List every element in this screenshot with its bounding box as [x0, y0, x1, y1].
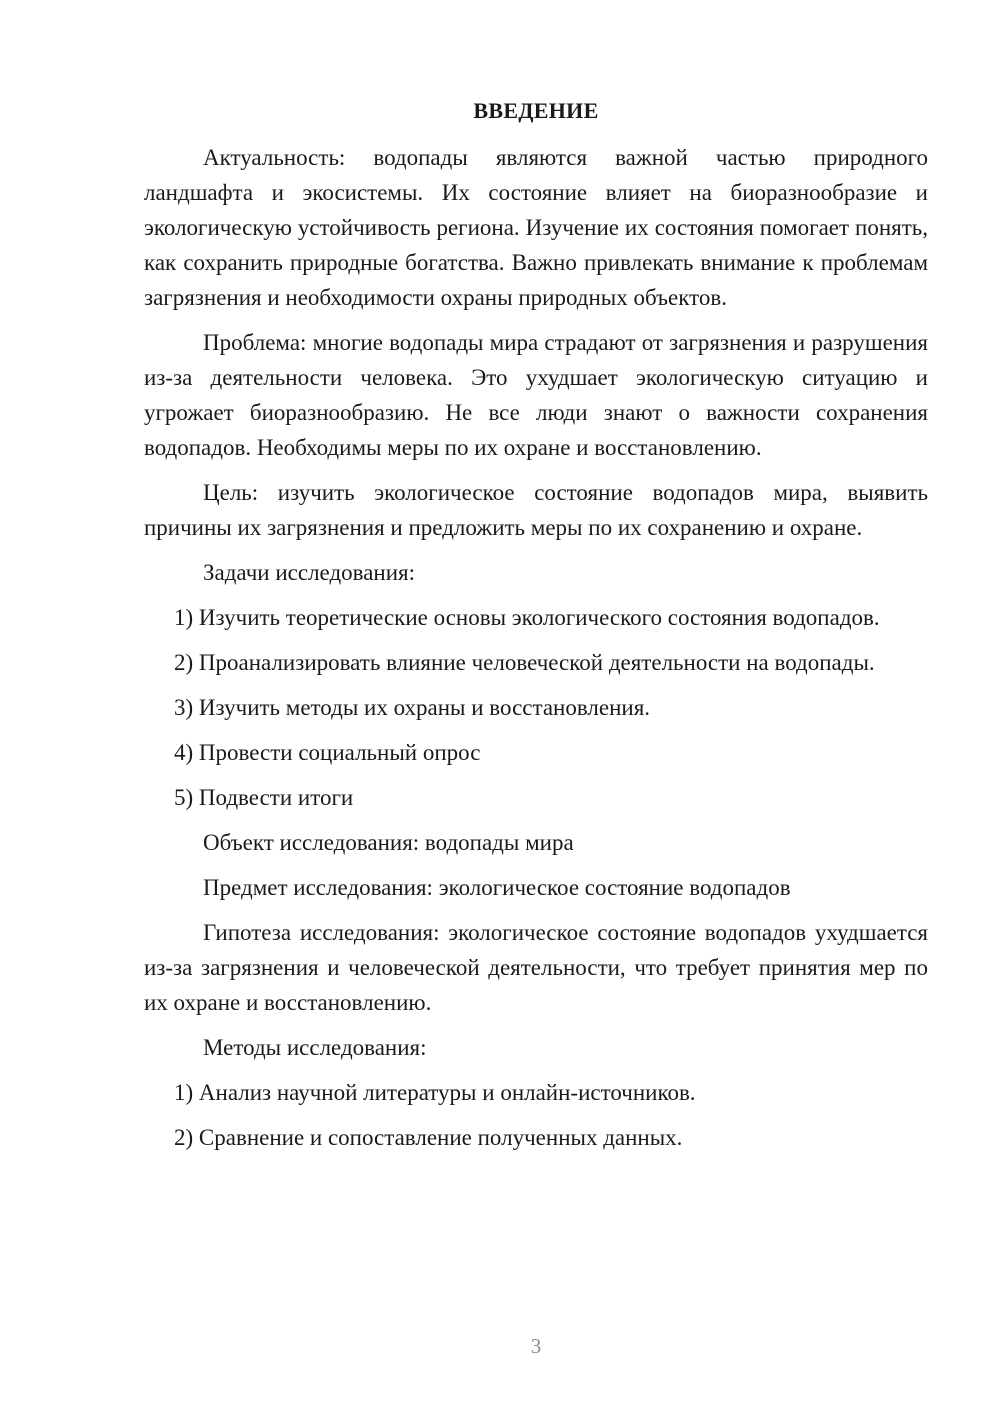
hypothesis-paragraph: Гипотеза исследования: экологическое состояние водопадов ухудшается из-за загрязнения и человеческой деятельности, что требует принятия мер по их охране и восстановлению.	[144, 920, 928, 1015]
relevance-paragraph: Актуальность: водопады являются важной частью природного ландшафта и экосистемы. Их состояние влияет на биоразнообразие и экологическую устойчивость региона. Изучение их состояния помогает понять, как сохранить природные богатства. Важно привлекать внимание к проблемам загрязнения и необходимости охраны природных объектов.	[144, 145, 928, 310]
goal-paragraph: Цель: изучить экологическое состояние водопадов мира, выявить причины их загрязнения и предложить меры по их сохранению и охране.	[144, 480, 928, 540]
tasks-heading: Задачи исследования:	[203, 560, 416, 585]
page-number: 3	[530, 1334, 542, 1358]
section-title: ВВЕДЕНИЕ	[473, 98, 599, 123]
methods-heading: Методы исследования:	[203, 1035, 427, 1060]
method-item-2: 2) Сравнение и сопоставление полученных данных.	[174, 1125, 683, 1150]
method-item-1: 1) Анализ научной литературы и онлайн-источников.	[174, 1080, 696, 1105]
task-item-2: 2) Проанализировать влияние человеческой деятельности на водопады.	[174, 650, 875, 675]
task-item-1: 1) Изучить теоретические основы экологического состояния водопадов.	[174, 605, 880, 630]
task-item-4: 4) Провести социальный опрос	[174, 740, 481, 765]
task-item-5: 5) Подвести итоги	[174, 785, 354, 810]
subject-paragraph: Предмет исследования: экологическое состояние водопадов	[203, 875, 791, 900]
document-page	[144, 93, 928, 1165]
problem-paragraph: Проблема: многие водопады мира страдают от загрязнения и разрушения из-за деятельности человека. Это ухудшает экологическую ситуацию и угрожает биоразнообразию. Не все люди знают о важности сохранения водопадов. Необходимы меры по их охране и восстановлению.	[144, 330, 928, 460]
object-paragraph: Объект исследования: водопады мира	[203, 830, 574, 855]
task-item-3: 3) Изучить методы их охраны и восстановления.	[174, 695, 651, 720]
